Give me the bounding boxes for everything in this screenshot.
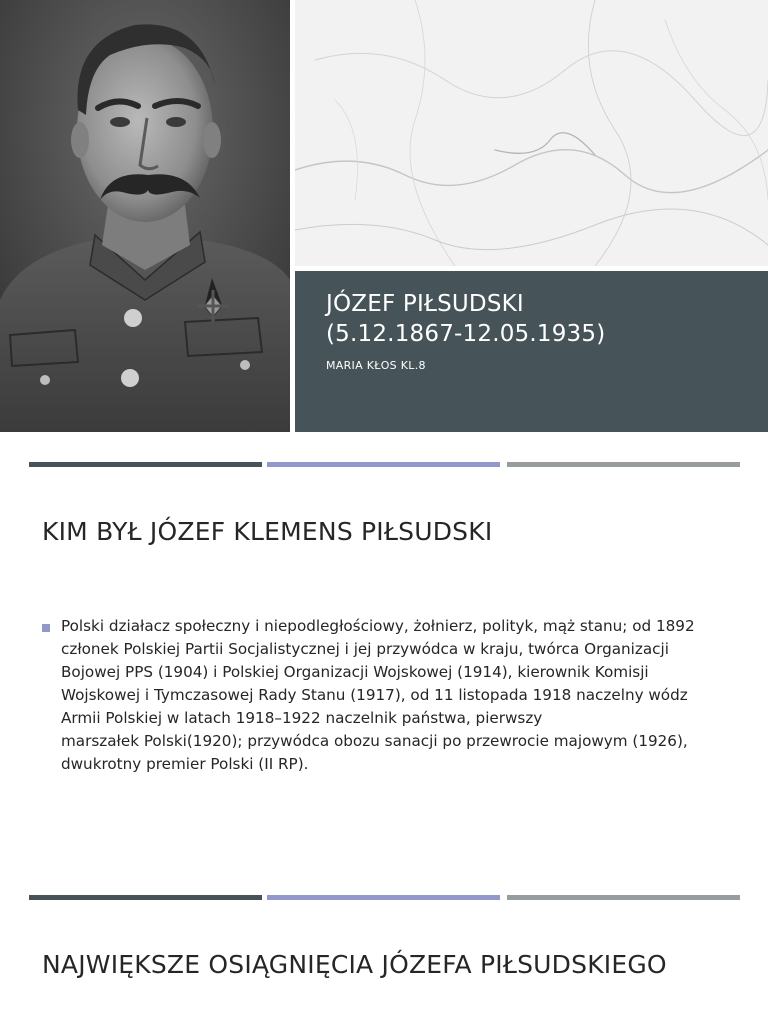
lifespan-dates: (5.12.1867-12.05.1935) xyxy=(326,321,606,347)
divider-bar-dark xyxy=(29,895,262,900)
divider-bar-lavender xyxy=(267,462,500,467)
bullet-line: Polski działacz społeczny i niepodległościowy, żołnierz, polityk, mąż stanu; od 1892 xyxy=(61,617,695,635)
bullet-text xyxy=(61,615,722,776)
bullet-line: marszałek Polski(1920); przywódca obozu sanacji po przewrocie majowym (1926), xyxy=(61,732,688,750)
divider-bar-lavender xyxy=(267,895,500,900)
divider-bar-dark xyxy=(29,462,262,467)
bullet-line: Armii Polskiej w latach 1918–1922 naczelnik państwa, pierwszy xyxy=(61,709,543,727)
divider-bar-gray xyxy=(507,895,740,900)
divider-bar-gray xyxy=(507,462,740,467)
bullet-item xyxy=(42,615,722,776)
square-bullet-icon xyxy=(42,624,50,632)
bullet-line: dwukrotny premier Polski (II RP). xyxy=(61,755,309,773)
bullet-line: członek Polskiej Partii Socjalistycznej i jej przywódca w kraju, twórca Organizacji xyxy=(61,640,669,658)
presentation-title: JÓZEF PIŁSUDSKI xyxy=(326,291,524,317)
divider-bars-top xyxy=(29,462,740,467)
title-slide xyxy=(0,0,768,432)
title-box xyxy=(295,271,768,432)
slide-heading-achievements: NAJWIĘKSZE OSIĄGNIĘCIA JÓZEFA PIŁSUDSKIEGO xyxy=(42,950,667,979)
author-name: MARIA KŁOS KL.8 xyxy=(326,359,426,372)
divider-bars-bottom xyxy=(29,895,740,900)
marble-texture xyxy=(295,0,768,266)
bullet-line: Bojowej PPS (1904) i Polskiej Organizacji Wojskowej (1914), kierownik Komisji xyxy=(61,663,649,681)
portrait-photo xyxy=(0,0,290,432)
bullet-line: Wojskowej i Tymczasowej Rady Stanu (1917), od 11 listopada 1918 naczelny wódz xyxy=(61,686,688,704)
slide-heading-who: KIM BYŁ JÓZEF KLEMENS PIŁSUDSKI xyxy=(42,517,493,546)
